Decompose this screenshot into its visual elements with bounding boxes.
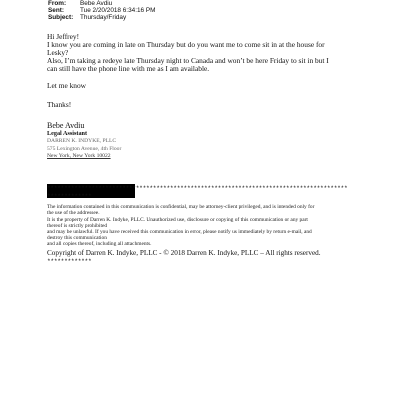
disclaimer-line: the use of the addressee. (47, 210, 100, 216)
sent-row (48, 7, 155, 14)
sent-value: Tue 2/20/2018 6:34:16 PM (80, 7, 156, 14)
body-line: I know you are coming in late on Thursday but do you want me to come sit in at the house for (47, 40, 325, 49)
separator-stars: ************* (47, 193, 92, 200)
disclaimer-line: It is the property of Darren K. Indyke, PLLC. Unauthorized use, disclosure or copying of this communication or any part (47, 217, 308, 223)
sent-label: Sent: (48, 7, 64, 14)
signature-name: Bebe Avdiu (47, 121, 85, 130)
disclaimer-line: and may be unlawful. If you have received this communication in error, please notify us immediately by return e-mail, and (47, 229, 312, 235)
copyright-line: Copyright of Darren K. Indyke, PLLC - © 2018 Darren K. Indyke, PLLC – All rights reserved. (47, 249, 321, 257)
subject-label: Subject: (48, 14, 74, 21)
body-line: Let me know (47, 81, 86, 90)
disclaimer-line: and all copies thereof, including all attachments. (47, 241, 152, 247)
sign-off: Thanks! (47, 100, 72, 109)
subject-value: Thursday/Friday (80, 14, 127, 21)
greeting: Hi Jeffrey! (47, 32, 80, 41)
separator-stars: ************* (47, 258, 92, 265)
body-line: Lesky? (47, 48, 69, 57)
body-line: Also, I’m taking a redeye late Thursday night to Canada and won’t be here Friday to sit in but I (47, 56, 329, 65)
signature-firm: DARREN K. INDYKE, PLLC (47, 138, 117, 144)
signature-city: New York, New York 10022 (47, 153, 111, 159)
from-label: From: (48, 0, 67, 7)
from-row (48, 0, 112, 7)
body-line: can still have the phone line with me as I am available. (47, 64, 210, 73)
disclaimer-line: thereof is strictly prohibited (47, 223, 108, 229)
signature-street: 575 Lexington Avenue, 4th Floor (47, 146, 122, 152)
from-value: Bebe Avdiu (80, 0, 113, 7)
signature-title: Legal Assistant (47, 130, 88, 137)
disclaimer-line: The information contained in this communication is confidential, may be attorney-client privileged, and is intended only for (47, 204, 315, 210)
disclaimer-line: destroy this communication (47, 235, 107, 241)
subject-row (48, 14, 126, 21)
separator-stars: **************************************************************************************** (47, 185, 348, 192)
